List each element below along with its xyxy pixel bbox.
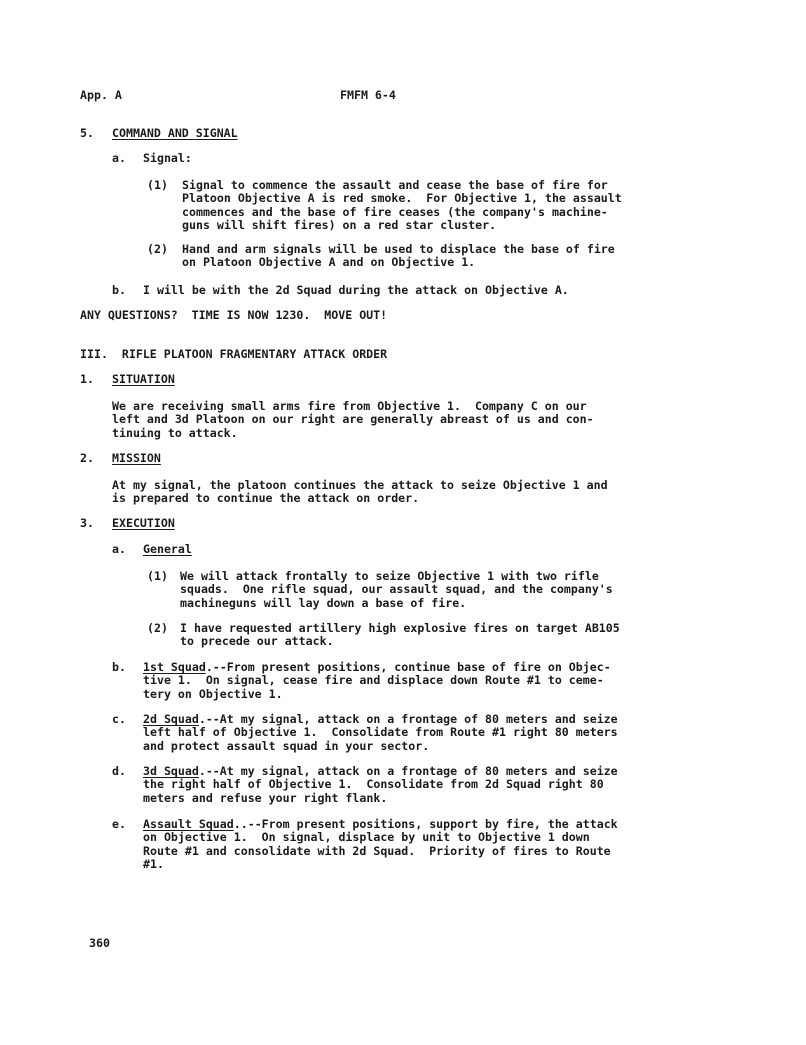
text-line: Platoon Objective A is red smoke. For Objective 1, the assault [182, 191, 622, 206]
mission-text [112, 479, 608, 506]
execution-a1-text [180, 570, 613, 610]
text-line: I have requested artillery high explosive fires on target AB105 [180, 621, 620, 635]
header-center: FMFM 6-4 [340, 88, 396, 102]
text-run: .--From present positions, continue base of fire on Objec- [205, 660, 611, 674]
execution-a-title: General [143, 542, 192, 556]
text-line [143, 818, 618, 831]
section5-b-text: I will be with the 2d Squad during the attack on Objective A. [143, 283, 569, 297]
paragraph-heading: Assault Squad [143, 817, 234, 831]
execution-e-letter: e. [112, 817, 126, 831]
text-line: We are receiving small arms fire from Objective 1. Company C on our [112, 399, 587, 413]
section5-a-label: Signal: [143, 151, 192, 165]
text-run: .--At my signal, attack on a frontage of 80 meters and seize [198, 712, 618, 726]
execution-d-text [143, 765, 618, 805]
execution-e-text [143, 818, 618, 871]
text-line: machineguns will lay down a base of fire. [180, 595, 467, 610]
text-line: left and 3d Platoon on our right are generally abreast of us and con- [112, 412, 594, 427]
text-line: Signal to commence the assault and cease the base of fire for [182, 178, 608, 192]
text-run: .--At my signal, attack on a frontage of 80 meters and seize [198, 764, 618, 778]
part3-title: III. RIFLE PLATOON FRAGMENTARY ATTACK ORDER [80, 347, 388, 361]
execution-number: 3. [80, 516, 94, 530]
section5-title: COMMAND AND SIGNAL [112, 126, 238, 140]
execution-c-letter: c. [112, 712, 126, 726]
execution-a2-number: (2) [147, 621, 168, 635]
execution-b-letter: b. [112, 660, 126, 674]
text-line: squads. One rifle squad, our assault squad, and the company's [180, 582, 613, 597]
execution-a2-text [180, 622, 620, 649]
section5-a1-number: (1) [147, 178, 168, 192]
section5-number: 5. [80, 126, 94, 140]
page-number: 360 [89, 936, 110, 950]
mission-number: 2. [80, 451, 94, 465]
section5-a-letter: a. [112, 151, 126, 165]
situation-number: 1. [80, 372, 94, 386]
paragraph-heading: 2d Squad [143, 712, 199, 726]
text-line: is prepared to continue the attack on order. [112, 491, 420, 506]
text-line: left half of Objective 1. Consolidate from Route #1 right 80 meters [143, 725, 618, 740]
text-line: on Platoon Objective A and on Objective 1. [182, 255, 476, 270]
text-run: ..--From present positions, support by fire, the attack [233, 817, 618, 831]
text-line [143, 713, 618, 726]
section5-b-letter: b. [112, 283, 126, 297]
execution-d-letter: d. [112, 764, 126, 778]
text-line [143, 765, 618, 778]
execution-a1-number: (1) [147, 569, 168, 583]
text-line: At my signal, the platoon continues the attack to seize Objective 1 and [112, 478, 608, 492]
text-line: to precede our attack. [180, 634, 334, 649]
section5-a2-text [182, 243, 615, 270]
text-line: tinuing to attack. [112, 425, 238, 440]
text-line: on Objective 1. On signal, displace by unit to Objective 1 down [143, 830, 590, 845]
header-left: App. A [80, 88, 122, 102]
text-line: commences and the base of fire ceases (the company's machine- [182, 204, 608, 219]
section5-a2-number: (2) [147, 242, 168, 256]
text-line: #1. [143, 856, 164, 871]
text-line: Hand and arm signals will be used to displace the base of fire [182, 242, 615, 256]
text-line: tive 1. On signal, cease fire and displace down Route #1 to ceme- [143, 673, 604, 688]
section5-a1-text [182, 179, 622, 232]
situation-text [112, 400, 594, 440]
situation-title: SITUATION [112, 372, 175, 386]
text-line: meters and refuse your right flank. [143, 790, 388, 805]
text-line: Route #1 and consolidate with 2d Squad. Priority of fires to Route [143, 843, 611, 858]
execution-a-letter: a. [112, 542, 126, 556]
paragraph-heading: 3d Squad [143, 764, 199, 778]
execution-b-text [143, 661, 611, 701]
execution-title: EXECUTION [112, 516, 175, 530]
text-line [143, 661, 611, 674]
execution-c-text [143, 713, 618, 753]
text-line: We will attack frontally to seize Objective 1 with two rifle [180, 569, 599, 583]
closing-line: ANY QUESTIONS? TIME IS NOW 1230. MOVE OUT! [80, 308, 388, 322]
text-line: the right half of Objective 1. Consolidate from 2d Squad right 80 [143, 777, 604, 792]
text-line: and protect assault squad in your sector. [143, 738, 430, 753]
text-line: tery on Objective 1. [143, 686, 283, 701]
paragraph-heading: 1st Squad [143, 660, 206, 674]
mission-title: MISSION [112, 451, 161, 465]
text-line: guns will shift fires) on a red star cluster. [182, 217, 497, 232]
